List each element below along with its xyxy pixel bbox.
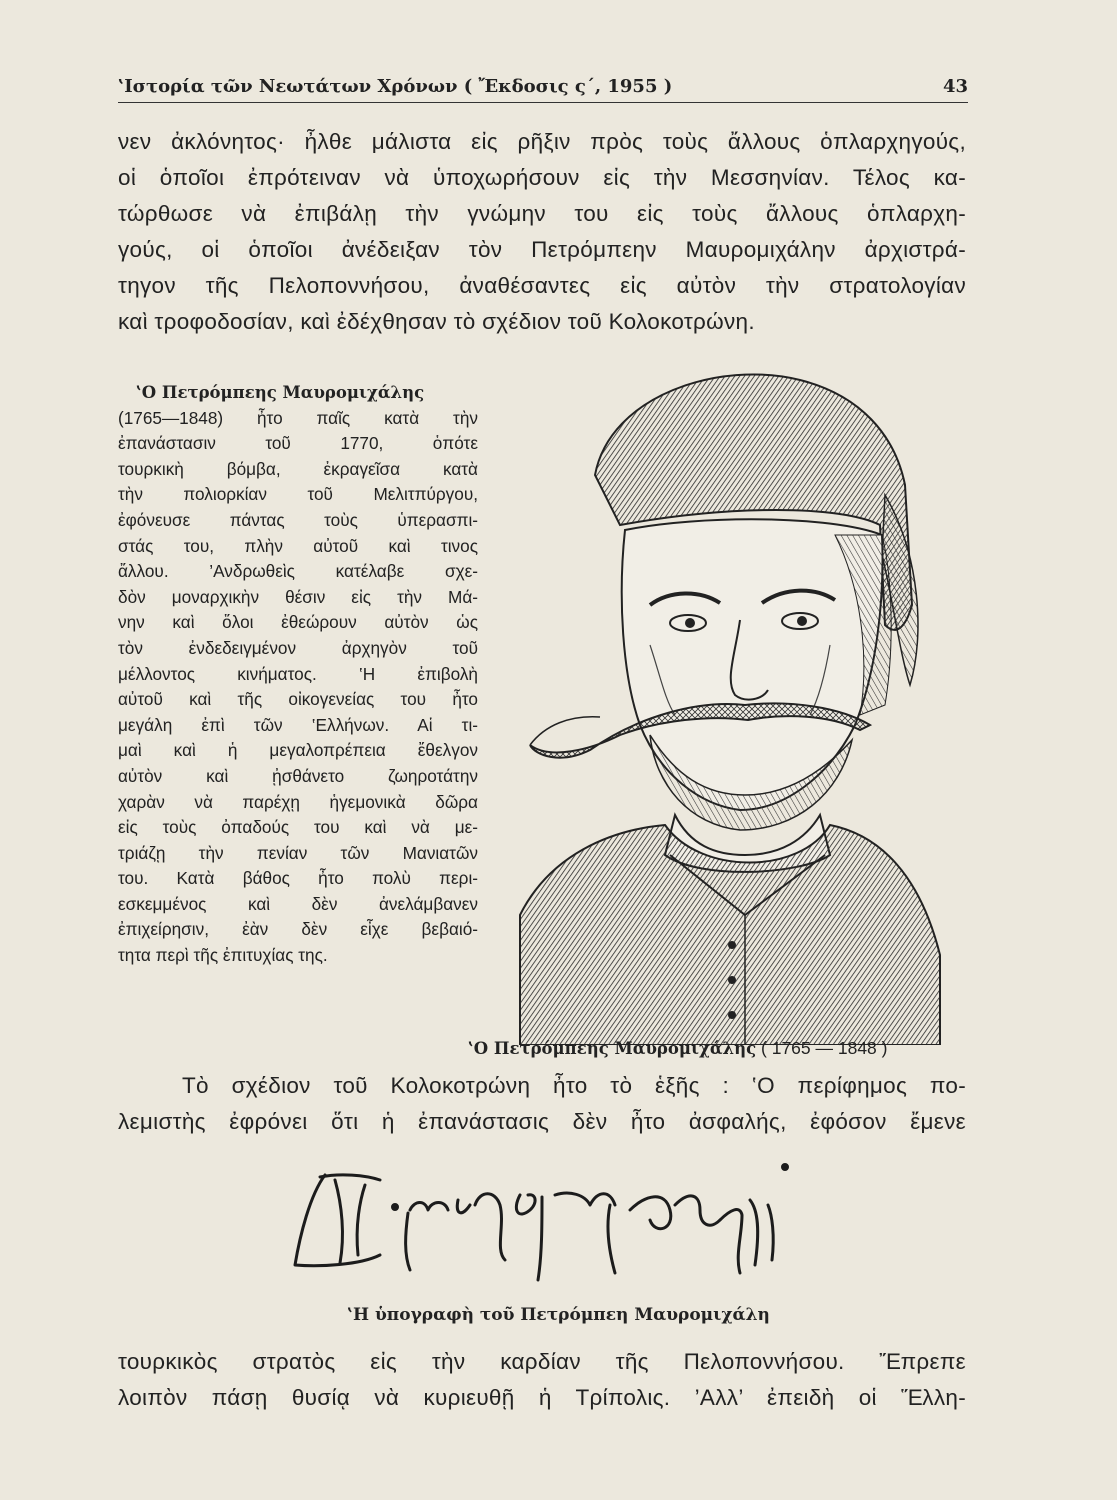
intro-paragraph	[118, 124, 966, 340]
biography-sidebar	[118, 380, 478, 969]
bio-line: νην καὶ ὅλοι ἐθεώρουν αὐτὸν ὡς	[118, 612, 478, 633]
bio-line: χαρὰν νὰ παρέχῃ ἡγεμονικὰ δῶρα	[118, 791, 478, 812]
bio-line: αὐτοῦ καὶ τῆς οἰκογενείας του ἦτο	[118, 689, 478, 710]
bio-line: εἰς τοὺς ὀπαδούς του καὶ νὰ με-	[118, 817, 478, 838]
bio-line: μέλλοντος κινήματος. ‛Η ἐπιβολὴ	[118, 663, 478, 684]
bio-line: (1765—1848) ἦτο παῖς κατὰ τὴν	[118, 407, 478, 428]
bio-name: ‛Ο Πετρόμπεης Μαυρομιχάλης	[136, 383, 425, 402]
page-number: 43	[942, 76, 968, 97]
running-header	[118, 74, 968, 103]
bio-line: του. Κατὰ βάθος ἦτο πολὺ περι-	[118, 868, 478, 889]
plan-paragraph	[118, 1068, 966, 1140]
text-line: οἱ ὁποῖοι ἐπρότειναν νὰ ὑποχωρήσουν εἰς τὴν Μεσσηνίαν. Τέλος κα-	[118, 165, 966, 190]
signature-caption: ‛Η ὑπογραφὴ τοῦ Πετρόμπεη Μαυρομιχάλη	[347, 1305, 770, 1325]
caption-name: ‛Ο Πετρόμπεης Μαυρομιχάλης	[468, 1039, 757, 1058]
portrait-engraving	[500, 355, 950, 1045]
bio-line: δὸν μοναρχικὴν θέσιν εἰς τὴν Μά-	[118, 586, 478, 607]
signature-image	[280, 1155, 820, 1285]
caption-dates: ( 1765 — 1848 )	[761, 1038, 888, 1058]
text-line: λοιπὸν πάσῃ θυσίᾳ νὰ κυριευθῇ ἡ Τρίπολις. ’Αλλ’ ἐπειδὴ οἱ Ἕλλη-	[118, 1385, 966, 1410]
bio-line: μαὶ καὶ ἡ μεγαλοπρέπεια ἔθελγον	[118, 740, 478, 761]
bio-line: τριάζῃ τὴν πενίαν τῶν Μανιατῶν	[118, 842, 478, 863]
text-line: τώρθωσε νὰ ἐπιβάλῃ τὴν γνώμην του εἰς τοὺς ἄλλους ὁπλαρχη-	[118, 201, 966, 226]
bio-line: μεγάλη ἐπὶ τῶν ‛Ελλήνων. Αἱ τι-	[118, 714, 478, 735]
bio-line: ἄλλου. ’Ανδρωθεὶς κατέλαβε σχε-	[118, 561, 478, 582]
bio-line: τουρκικὴ βόμβα, ἐκραγεῖσα κατὰ	[118, 458, 478, 479]
bio-line: τὴν πολιορκίαν τοῦ Μελιτπύργου,	[118, 484, 478, 505]
running-title: ‛Ιστορία τῶν Νεωτάτων Χρόνων ( Ἔκδοσις ς΄, 1955 )	[118, 76, 673, 97]
text-line: γούς, οἱ ὁποῖοι ἀνέδειξαν τὸν Πετρόμπεην Μαυρομιχάλην ἀρχιστρά-	[118, 237, 966, 262]
bio-line: τὸν ἐνδεδειγμένον ἀρχηγὸν τοῦ	[118, 637, 478, 658]
bio-line: ἐπιχείρησιν, ἐὰν δὲν εἶχε βεβαιό-	[118, 919, 478, 940]
text-line: καὶ τροφοδοσίαν, καὶ ἐδέχθησαν τὸ σχέδιον τοῦ Κολοκοτρώνη.	[118, 309, 755, 334]
bio-line: τητα περὶ τῆς ἐπιτυχίας της.	[118, 945, 328, 966]
text-line: τουρκικὸς στρατὸς εἰς τὴν καρδίαν τῆς Πελοποννήσου. Ἔπρεπε	[118, 1349, 966, 1374]
bio-line: ἐπανάστασιν τοῦ 1770, ὁπότε	[118, 433, 478, 454]
text-line: λεμιστὴς ἐφρόνει ὅτι ἡ ἐπανάστασις δὲν ἦτο ἀσφαλής, ἐφόσον ἔμενε	[118, 1109, 966, 1134]
text-line: τηγον τῆς Πελοποννήσου, ἀναθέσαντες εἰς αὐτὸν τὴν στρατολογίαν	[118, 273, 966, 298]
bio-line: στάς του, πλὴν αὐτοῦ καὶ τινος	[118, 535, 478, 556]
final-paragraph	[118, 1344, 966, 1416]
bio-line: ἐφόνευσε πάντας τοὺς ὑπερασπι-	[118, 509, 478, 530]
portrait-caption	[468, 1038, 968, 1059]
text-line: νεν ἀκλόνητος· ἦλθε μάλιστα εἰς ρῆξιν πρὸς τοὺς ἄλλους ὁπλαρχηγούς,	[118, 129, 966, 154]
text-line: Τὸ σχέδιον τοῦ Κολοκοτρώνη ἦτο τὸ ἑξῆς : ‛Ο περίφημος πο-	[182, 1073, 966, 1098]
bio-line: εσκεμμένος καὶ δὲν ἀνελάμβανεν	[118, 893, 478, 914]
bio-line: αὐτὸν καὶ ᾐσθάνετο ζωηροτάτην	[118, 765, 478, 786]
